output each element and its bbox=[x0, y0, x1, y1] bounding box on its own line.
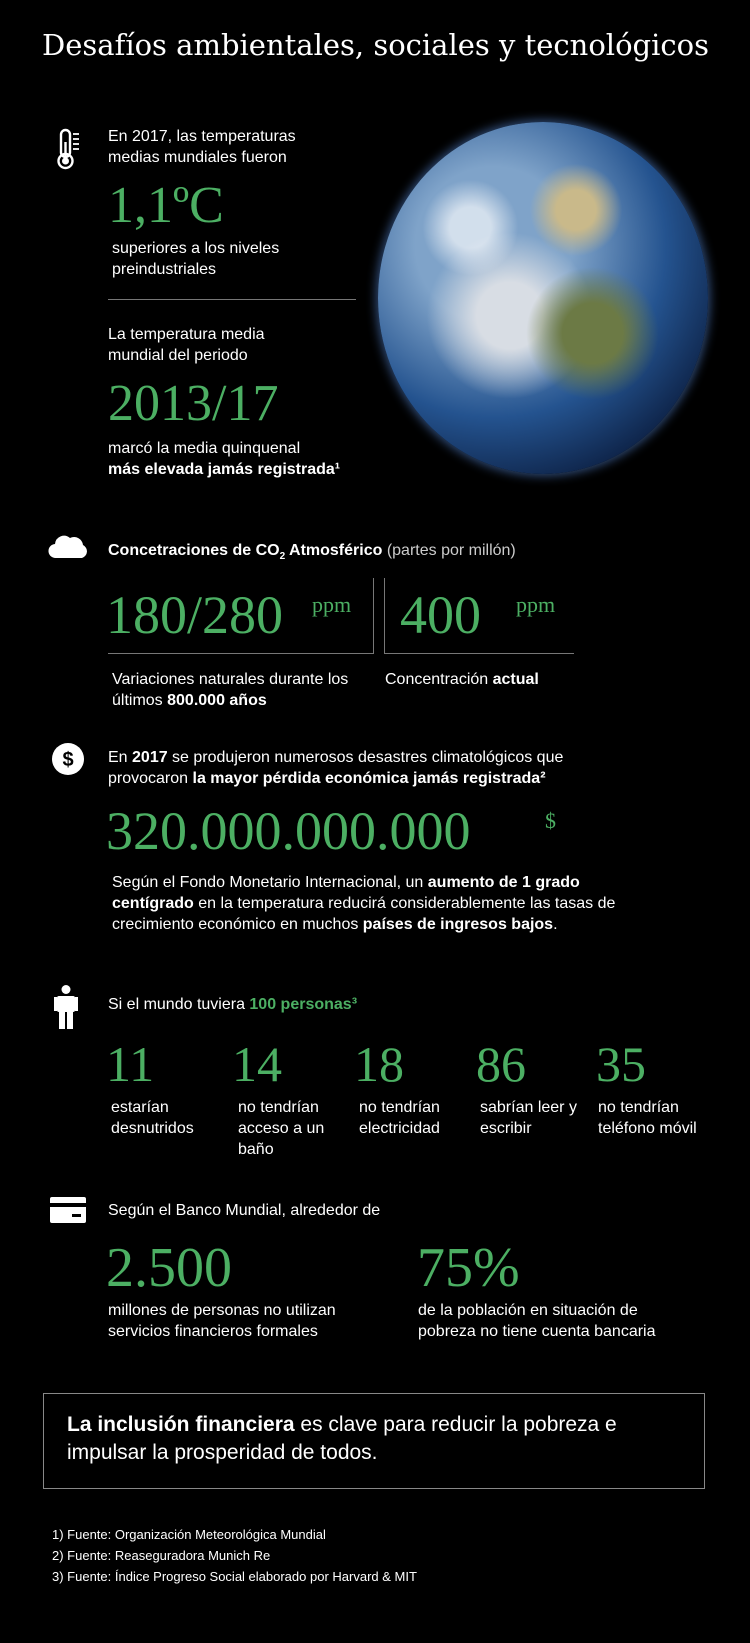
divider bbox=[108, 653, 374, 654]
footnote: 3) Fuente: Índice Progreso Social elaborado por Harvard & MIT bbox=[52, 1569, 417, 1584]
dollar-coin-icon bbox=[51, 742, 85, 776]
people-intro: Si el mundo tuviera 100 personas³ bbox=[108, 996, 358, 1013]
temperature-value: 1,1ºC bbox=[108, 177, 224, 234]
stat-value: 86 bbox=[476, 1036, 526, 1092]
person-icon bbox=[54, 985, 78, 1029]
thermometer-icon bbox=[56, 128, 82, 170]
footnote: 1) Fuente: Organización Meteorológica Mundial bbox=[52, 1527, 326, 1542]
co2-natural-value: 180/280 bbox=[106, 585, 284, 645]
co2-heading: Concetraciones de $CO_2$ Atmosférico (partes por millón) bbox=[108, 542, 516, 563]
bank-intro: Según el Banco Mundial, alrededor de bbox=[108, 1202, 381, 1219]
disasters-intro: En 2017 se produjeron numerosos desastres climatológicos que provocaron la mayor pérdida económica jamás registrada² bbox=[108, 749, 564, 787]
cloud-icon bbox=[48, 533, 90, 559]
poor-no-account-label: de la población en situación de pobreza no tiene cuenta bancaria bbox=[418, 1302, 656, 1340]
temperature-intro: En 2017, las temperaturas medias mundiales fueron bbox=[108, 128, 296, 166]
stat-value: 14 bbox=[232, 1036, 282, 1092]
period-caption: marcó la media quinquenal más elevada jamás registrada¹ bbox=[108, 440, 341, 478]
co2-current-unit: ppm bbox=[516, 592, 556, 617]
unbanked-label: millones de personas no utilizan servicios financieros formales bbox=[108, 1302, 336, 1340]
co2-natural-caption: Variaciones naturales durante los últimos 800.000 años bbox=[112, 671, 349, 709]
period-intro: La temperatura media mundial del periodo bbox=[108, 326, 265, 364]
divider bbox=[384, 653, 574, 654]
co2-current-value: 400 bbox=[400, 585, 481, 645]
divider bbox=[384, 578, 385, 653]
svg-text:$: $ bbox=[62, 749, 74, 771]
stat-value: 11 bbox=[106, 1036, 155, 1092]
divider bbox=[108, 299, 356, 300]
co2-current-caption: Concentración actual bbox=[385, 671, 539, 688]
footnote: 2) Fuente: Reaseguradora Munich Re bbox=[52, 1548, 271, 1563]
stat-label: no tendrían electricidad bbox=[359, 1099, 440, 1137]
stat-value: 35 bbox=[596, 1036, 646, 1092]
unbanked-value: 2.500 bbox=[106, 1237, 232, 1299]
divider bbox=[373, 578, 374, 653]
page-title: Desafíos ambientales, sociales y tecnológicos bbox=[42, 28, 709, 62]
loss-value: 320.000.000.000 bbox=[106, 801, 471, 861]
stat-label: no tendrían acceso a un baño bbox=[238, 1099, 325, 1158]
co2-natural-unit: ppm bbox=[312, 592, 352, 617]
period-value: 2013/17 bbox=[108, 375, 279, 432]
callout-text: La inclusión financiera es clave para reducir la pobreza e impulsar la prosperidad de todos. bbox=[67, 1413, 617, 1464]
stat-value: 18 bbox=[354, 1036, 404, 1092]
temperature-caption: superiores a los niveles preindustriales bbox=[112, 240, 280, 278]
stat-label: no tendrían teléfono móvil bbox=[598, 1099, 697, 1137]
stat-label: sabrían leer y escribir bbox=[480, 1099, 577, 1137]
loss-unit: $ bbox=[545, 808, 556, 833]
imf-note: Según el Fondo Monetario Internacional, un aumento de 1 grado centígrado en la temperatura reducirá considerablemente las tasas de crecimiento económico en muchos países de ingresos bajos. bbox=[112, 874, 616, 933]
poor-no-account-value: 75% bbox=[417, 1237, 520, 1299]
earth-image bbox=[378, 122, 708, 474]
stat-label: estarían desnutridos bbox=[111, 1099, 194, 1137]
card-icon bbox=[50, 1197, 86, 1223]
